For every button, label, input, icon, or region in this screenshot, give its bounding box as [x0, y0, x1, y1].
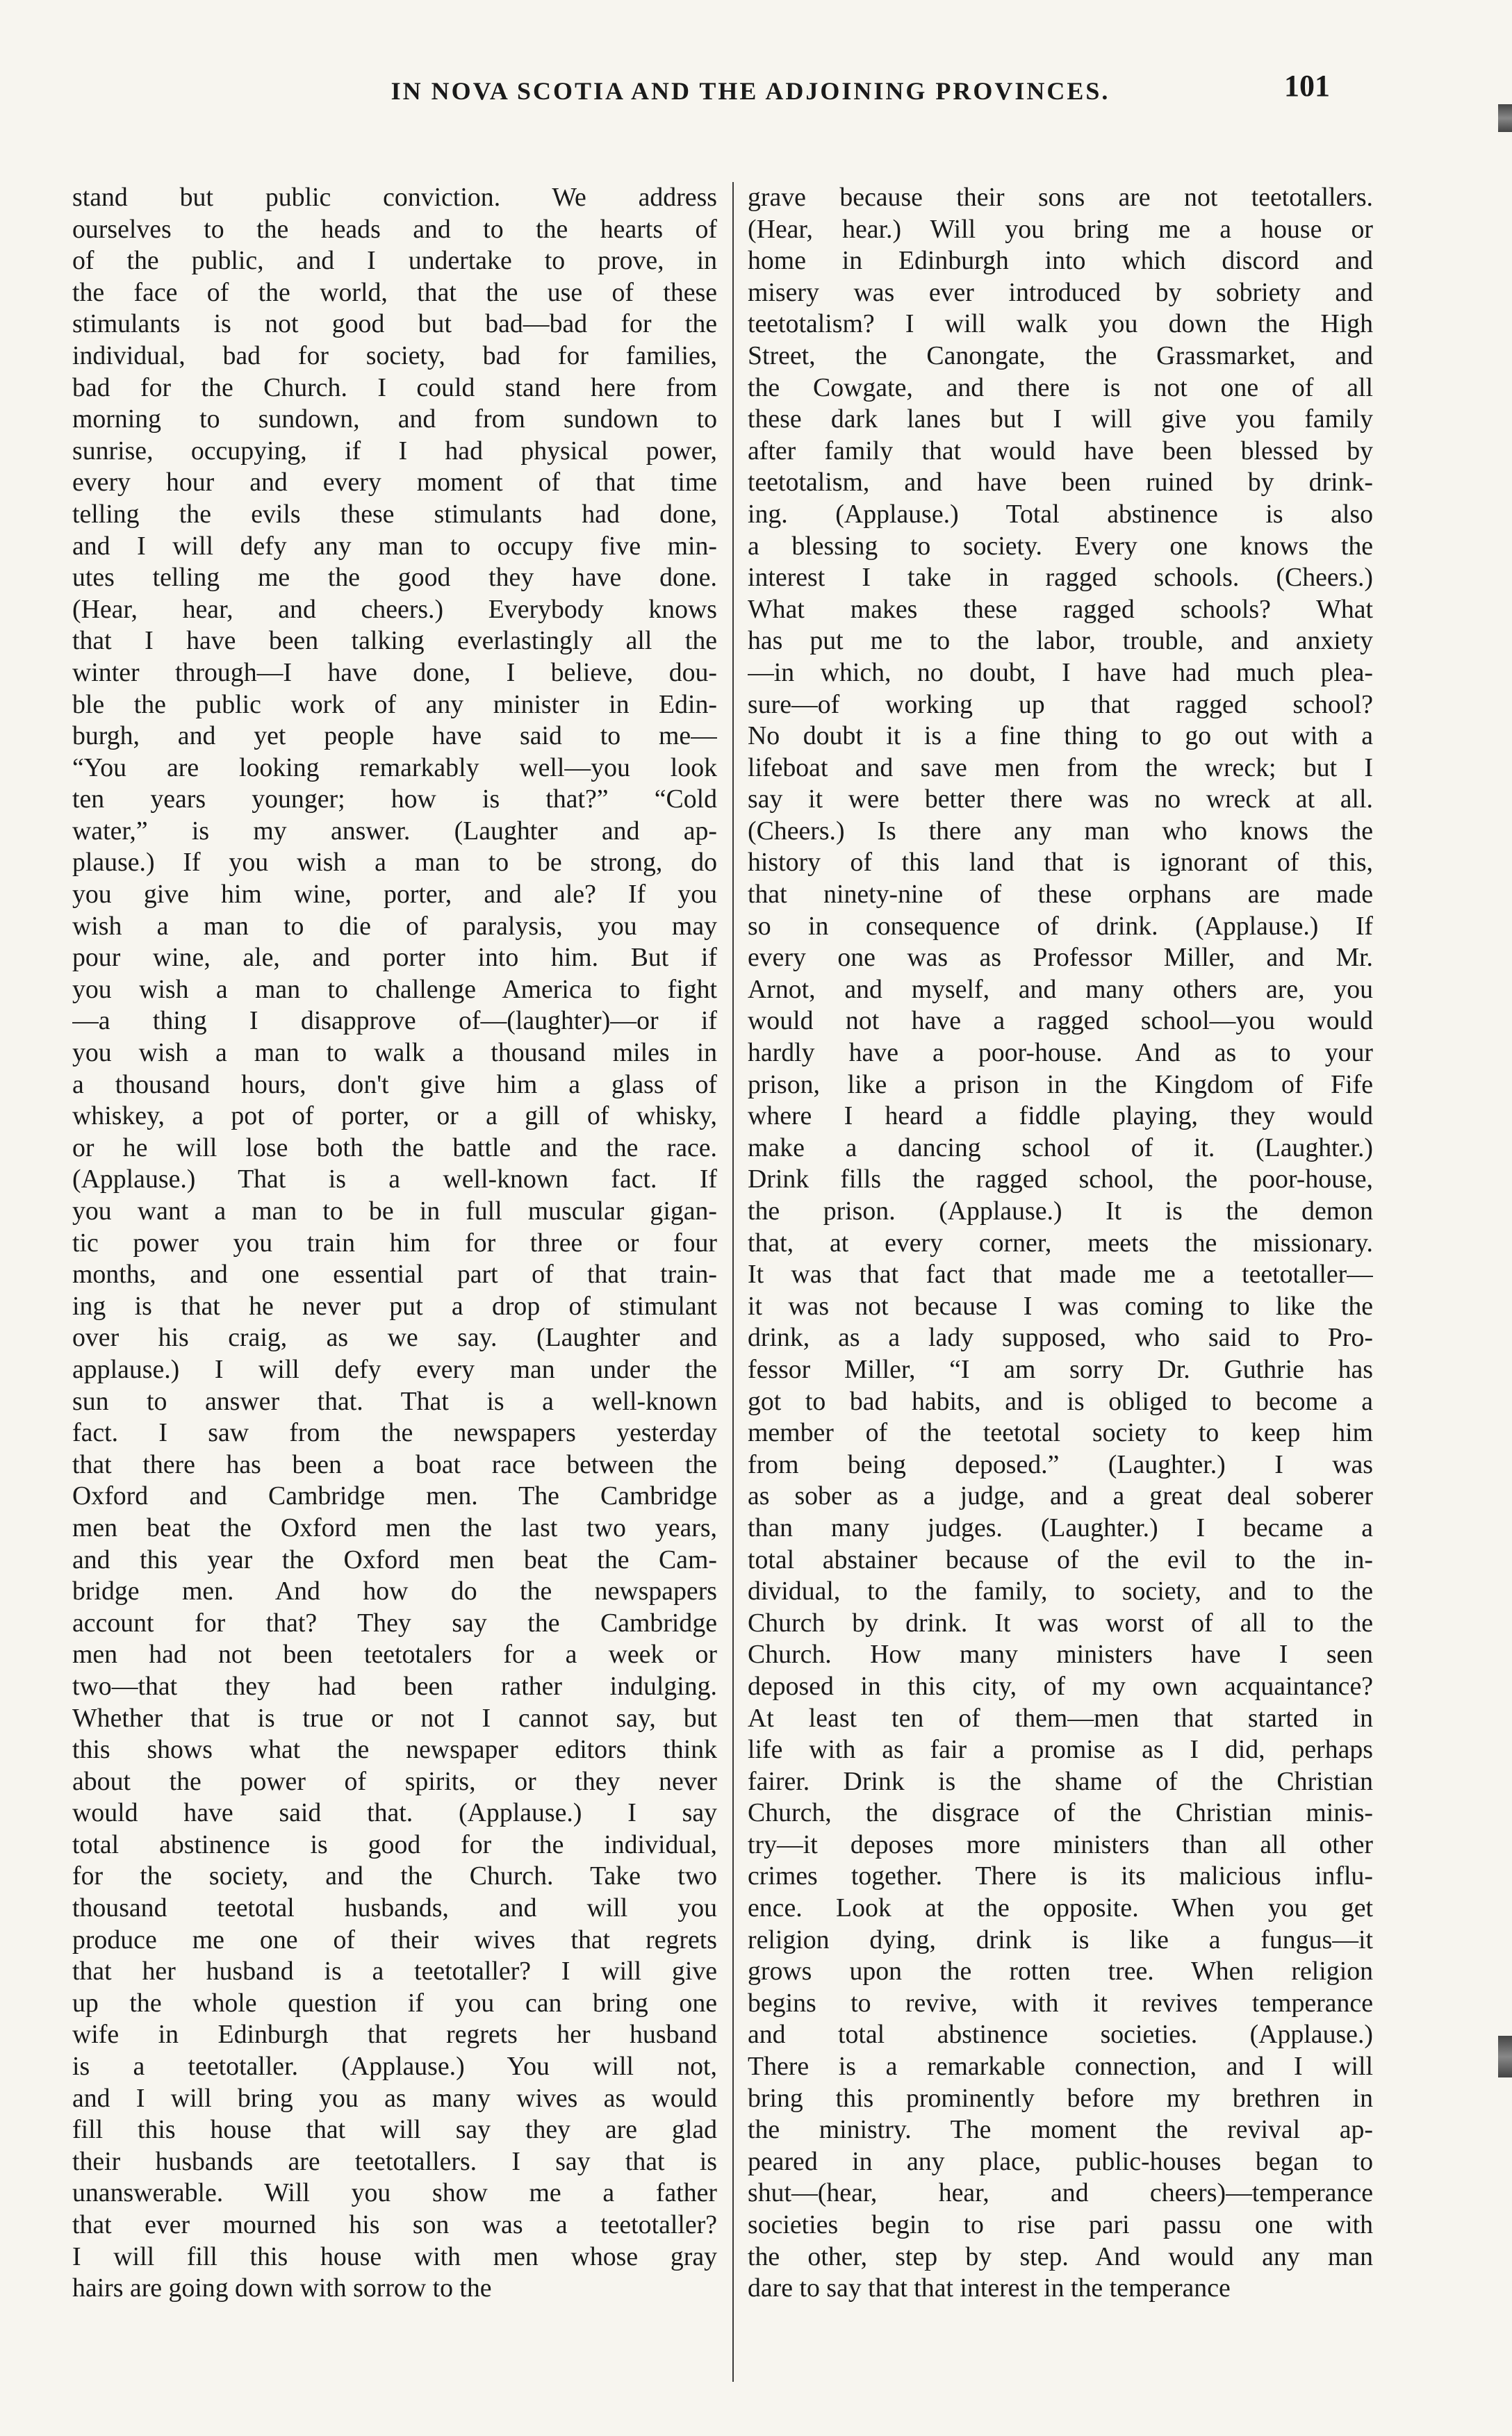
text-line: peared in any place, public-houses began to — [748, 2146, 1373, 2176]
text-line: grows upon the rotten tree. When religion — [748, 1957, 1373, 1986]
text-line: got to bad habits, and is obliged to become a — [748, 1386, 1373, 1416]
text-line: It was that fact that made me a teetotaller— — [748, 1260, 1373, 1290]
text-line: total abstinence is good for the individual, — [72, 1829, 717, 1859]
text-line: you want a man to be in full muscular gigan- — [72, 1196, 717, 1226]
text-line: you give him wine, porter, and ale? If you — [72, 880, 717, 910]
text-line: ence. Look at the opposite. When you get — [748, 1893, 1373, 1923]
text-line: member of the teetotal society to keep him — [748, 1418, 1373, 1448]
text-line: stand but public conviction. We address — [72, 183, 717, 212]
text-line: What makes these ragged schools? What — [748, 594, 1373, 624]
text-line: the face of the world, that the use of these — [72, 277, 717, 307]
text-line: winter through—I have done, I believe, dou- — [72, 657, 717, 687]
text-line: and total abstinence societies. (Applause.) — [748, 2020, 1373, 2050]
text-line: Oxford and Cambridge men. The Cambridge — [72, 1481, 717, 1511]
text-line: from being deposed.” (Laughter.) I was — [748, 1449, 1373, 1479]
text-line: a thousand hours, don't give him a glass of — [72, 1069, 717, 1099]
text-line: a blessing to society. Every one knows the — [748, 531, 1373, 561]
text-line: (Hear, hear.) Will you bring me a house or — [748, 214, 1373, 244]
text-line: where I heard a fiddle playing, they would — [748, 1101, 1373, 1131]
text-line: Church, the disgrace of the Christian minis- — [748, 1798, 1373, 1828]
page-edge-mark — [1498, 104, 1512, 132]
text-line: history of this land that is ignorant of this, — [748, 848, 1373, 878]
text-line: sunrise, occupying, if I had physical power, — [72, 436, 717, 466]
text-line: so in consequence of drink. (Applause.) If — [748, 911, 1373, 941]
text-line: drink, as a lady supposed, who said to Pro- — [748, 1323, 1373, 1353]
text-line: up the whole question if you can bring one — [72, 1988, 717, 2018]
text-line: ing. (Applause.) Total abstinence is also — [748, 499, 1373, 529]
text-line: Church by drink. It was worst of all to the — [748, 1608, 1373, 1638]
text-line: deposed in this city, of my own acquaintance? — [748, 1671, 1373, 1701]
text-line: is a teetotaller. (Applause.) You will not, — [72, 2052, 717, 2082]
text-line: teetotalism? I will walk you down the High — [748, 309, 1373, 339]
text-line: religion dying, drink is like a fungus—it — [748, 1925, 1373, 1954]
text-line: their husbands are teetotallers. I say that is — [72, 2146, 717, 2176]
text-line: dividual, to the family, to society, and to the — [748, 1577, 1373, 1606]
text-line: and I will bring you as many wives as would — [72, 2083, 717, 2113]
text-line: burgh, and yet people have said to me— — [72, 721, 717, 751]
text-line: sun to answer that. That is a well-known — [72, 1386, 717, 1416]
text-line: dare to say that that interest in the temperance — [748, 2273, 1231, 2303]
text-line: shut—(hear, hear, and cheers)—temperance — [748, 2178, 1373, 2208]
text-line: would have said that. (Applause.) I say — [72, 1798, 717, 1828]
text-line: that there has been a boat race between the — [72, 1449, 717, 1479]
text-line: life with as fair a promise as I did, perhaps — [748, 1735, 1373, 1765]
text-line: fact. I saw from the newspapers yesterday — [72, 1418, 717, 1448]
text-line: ing is that he never put a drop of stimulant — [72, 1291, 717, 1321]
text-line: that ever mourned his son was a teetotaller? — [72, 2210, 717, 2239]
page-edge-mark — [1498, 2036, 1512, 2077]
text-line: societies begin to rise pari passu one with — [748, 2210, 1373, 2239]
text-line: account for that? They say the Cambridge — [72, 1608, 717, 1638]
text-line: teetotalism, and have been ruined by drink- — [748, 468, 1373, 497]
text-line: bad for the Church. I could stand here from — [72, 372, 717, 402]
text-line: water,” is my answer. (Laughter and ap- — [72, 816, 717, 846]
text-line: say it were better there was no wreck at all. — [748, 784, 1373, 814]
text-line: Arnot, and myself, and many others are, you — [748, 974, 1373, 1004]
text-line: Drink fills the ragged school, the poor-house, — [748, 1164, 1373, 1194]
text-line: sure—of working up that ragged school? — [748, 689, 1373, 719]
text-line: ble the public work of any minister in Edin- — [72, 689, 717, 719]
text-line: and this year the Oxford men beat the Cam- — [72, 1545, 717, 1574]
text-line: (Applause.) That is a well-known fact. If — [72, 1164, 717, 1194]
text-line: interest I take in ragged schools. (Cheers.) — [748, 563, 1373, 593]
text-line: that ninety-nine of these orphans are made — [748, 880, 1373, 910]
text-line: fill this house that will say they are glad — [72, 2115, 717, 2145]
text-line: home in Edinburgh into which discord and — [748, 246, 1373, 276]
text-line: crimes together. There is its malicious influ- — [748, 1861, 1373, 1891]
text-line: that I have been talking everlastingly all the — [72, 626, 717, 656]
text-line: At least ten of them—men that started in — [748, 1703, 1373, 1733]
text-line: every one was as Professor Miller, and Mr. — [748, 943, 1373, 973]
text-line: There is a remarkable connection, and I will — [748, 2052, 1373, 2082]
text-line: wife in Edinburgh that regrets her husband — [72, 2020, 717, 2050]
text-line: two—that they had been rather indulging. — [72, 1671, 717, 1701]
text-line: begins to revive, with it revives temperance — [748, 1988, 1373, 2018]
text-line: these dark lanes but I will give you family — [748, 404, 1373, 434]
text-line: you wish a man to challenge America to fight — [72, 974, 717, 1004]
page-number: 101 — [1284, 69, 1330, 103]
text-line: fessor Miller, “I am sorry Dr. Guthrie has — [748, 1354, 1373, 1384]
text-line: ten years younger; how is that?” “Cold — [72, 784, 717, 814]
text-line: for the society, and the Church. Take two — [72, 1861, 717, 1891]
text-line: lifeboat and save men from the wreck; but I — [748, 752, 1373, 782]
text-line: Church. How many ministers have I seen — [748, 1640, 1373, 1670]
text-line: of the public, and I undertake to prove, in — [72, 246, 717, 276]
text-line: —in which, no doubt, I have had much plea- — [748, 657, 1373, 687]
text-line: every hour and every moment of that time — [72, 468, 717, 497]
text-line: individual, bad for society, bad for families, — [72, 340, 717, 370]
text-line: bring this prominently before my brethren in — [748, 2083, 1373, 2113]
text-line: men beat the Oxford men the last two years, — [72, 1513, 717, 1542]
text-line: the other, step by step. And would any man — [748, 2241, 1373, 2271]
text-line: or he will lose both the battle and the race. — [72, 1133, 717, 1162]
text-line: after family that would have been blessed by — [748, 436, 1373, 466]
text-line: pour wine, ale, and porter into him. But if — [72, 943, 717, 973]
text-line: try—it deposes more ministers than all other — [748, 1829, 1373, 1859]
text-line: months, and one essential part of that train- — [72, 1260, 717, 1290]
running-title: IN NOVA SCOTIA AND THE ADJOINING PROVINCES. — [391, 77, 1110, 105]
text-line: that, at every corner, meets the missionary. — [748, 1228, 1373, 1258]
text-line: No doubt it is a fine thing to go out with a — [748, 721, 1373, 751]
text-line: ourselves to the heads and to the hearts of — [72, 214, 717, 244]
text-line: about the power of spirits, or they never — [72, 1766, 717, 1796]
text-line: as sober as a judge, and a great deal soberer — [748, 1481, 1373, 1511]
text-line: utes telling me the good they have done. — [72, 563, 717, 593]
text-line: morning to sundown, and from sundown to — [72, 404, 717, 434]
text-line: bridge men. And how do the newspapers — [72, 1577, 717, 1606]
text-line: hairs are going down with sorrow to the — [72, 2273, 492, 2303]
text-line: this shows what the newspaper editors think — [72, 1735, 717, 1765]
text-line: prison, like a prison in the Kingdom of Fife — [748, 1069, 1373, 1099]
text-line: —a thing I disapprove of—(laughter)—or if — [72, 1006, 717, 1036]
text-line: total abstainer because of the evil to the in- — [748, 1545, 1373, 1574]
text-line: applause.) I will defy every man under the — [72, 1354, 717, 1384]
text-line: the prison. (Applause.) It is the demon — [748, 1196, 1373, 1226]
text-line: men had not been teetotalers for a week or — [72, 1640, 717, 1670]
text-line: “You are looking remarkably well—you look — [72, 752, 717, 782]
text-line: whiskey, a pot of porter, or a gill of whisky, — [72, 1101, 717, 1131]
text-line: and I will defy any man to occupy five min- — [72, 531, 717, 561]
text-line: would not have a ragged school—you would — [748, 1006, 1373, 1036]
text-line: tic power you train him for three or four — [72, 1228, 717, 1258]
text-line: plause.) If you wish a man to be strong, do — [72, 848, 717, 878]
left-column — [72, 182, 717, 2378]
text-line: make a dancing school of it. (Laughter.) — [748, 1133, 1373, 1162]
text-line: wish a man to die of paralysis, you may — [72, 911, 717, 941]
column-divider — [732, 182, 734, 2382]
text-line: hardly have a poor-house. And as to your — [748, 1038, 1373, 1068]
text-line: it was not because I was coming to like the — [748, 1291, 1373, 1321]
text-line: produce me one of their wives that regrets — [72, 1925, 717, 1954]
text-line: Whether that is true or not I cannot say, but — [72, 1703, 717, 1733]
text-line: unanswerable. Will you show me a father — [72, 2178, 717, 2208]
text-line: thousand teetotal husbands, and will you — [72, 1893, 717, 1923]
right-column — [748, 182, 1373, 2378]
text-line: I will fill this house with men whose gray — [72, 2241, 717, 2271]
text-line: you wish a man to walk a thousand miles in — [72, 1038, 717, 1068]
text-line: the Cowgate, and there is not one of all — [748, 372, 1373, 402]
text-line: fairer. Drink is the shame of the Christian — [748, 1766, 1373, 1796]
text-line: grave because their sons are not teetotallers. — [748, 183, 1373, 212]
text-line: Street, the Canongate, the Grassmarket, and — [748, 340, 1373, 370]
text-line: (Cheers.) Is there any man who knows the — [748, 816, 1373, 846]
text-line: over his craig, as we say. (Laughter and — [72, 1323, 717, 1353]
text-line: that her husband is a teetotaller? I will give — [72, 1957, 717, 1986]
text-line: stimulants is not good but bad—bad for the — [72, 309, 717, 339]
text-line: telling the evils these stimulants had done, — [72, 499, 717, 529]
text-line: has put me to the labor, trouble, and anxiety — [748, 626, 1373, 656]
text-line: than many judges. (Laughter.) I became a — [748, 1513, 1373, 1542]
text-line: (Hear, hear, and cheers.) Everybody knows — [72, 594, 717, 624]
text-line: misery was ever introduced by sobriety and — [748, 277, 1373, 307]
text-line: the ministry. The moment the revival ap- — [748, 2115, 1373, 2145]
